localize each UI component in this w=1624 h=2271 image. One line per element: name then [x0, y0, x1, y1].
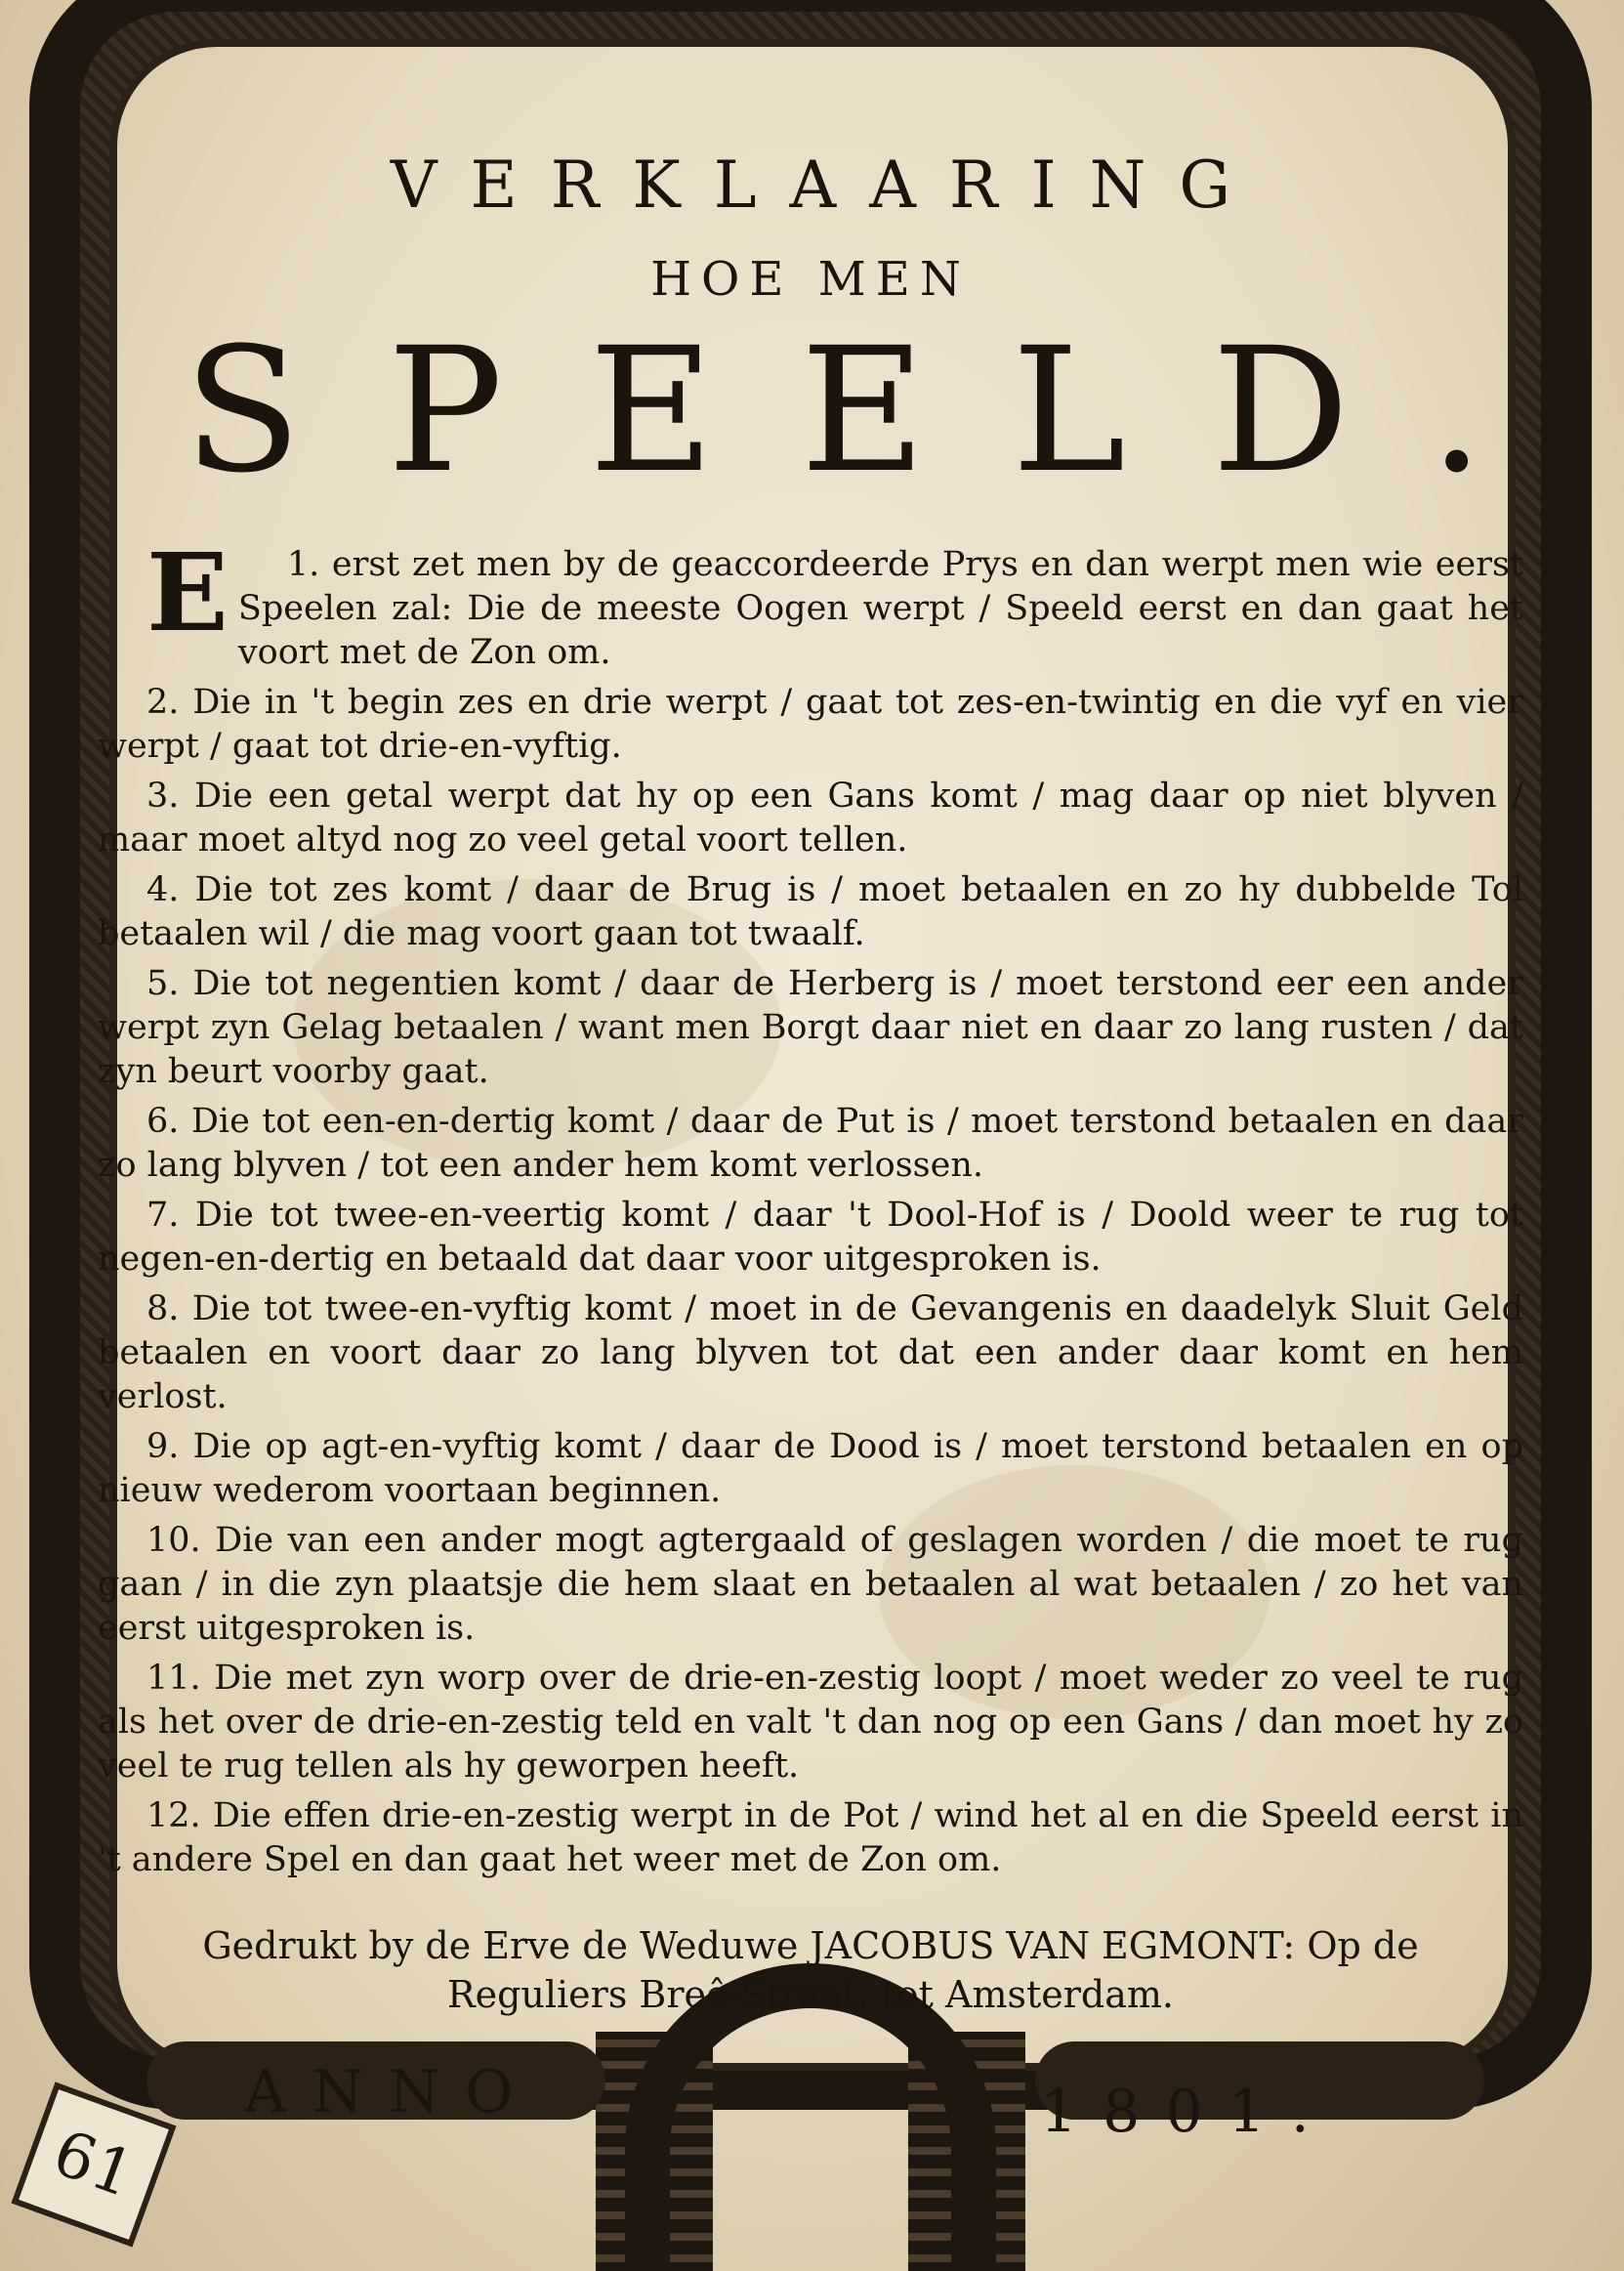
- rule-item: [98, 1287, 1523, 1419]
- rule-text: Die tot negentien komt / daar de Herberg is / moet terstond eer een ander werpt zyn Gelag betaalen / want men Borgt daar niet en daar zo lang rusten / dat zyn beurt voorby gaat.: [98, 964, 1523, 1091]
- rule-text: Die tot een-en-dertig komt / daar de Put is / moet terstond betaalen en daar zo lang blyven / tot een ander hem komt verlossen.: [98, 1102, 1523, 1185]
- rule-number: 5.: [146, 964, 180, 1003]
- document-content: [98, 147, 1570, 2146]
- rule-item: [98, 681, 1523, 769]
- rules-list: [98, 529, 1523, 1882]
- rule-text: Die een getal werpt dat hy op een Gans komt / mag daar op niet blyven / maar moet altyd nog zo veel getal voort tellen.: [98, 777, 1523, 860]
- rule-number: 2.: [146, 683, 180, 722]
- rule-item: [98, 1657, 1523, 1788]
- rule-number: 9.: [146, 1427, 180, 1466]
- rule-item: [98, 1425, 1523, 1513]
- title-verklaring: VERKLAARING: [390, 147, 1265, 223]
- anno-label: ANNO: [244, 2058, 539, 2126]
- rule-number: 10.: [146, 1521, 201, 1560]
- rule-text: Die tot twee-en-veertig komt / daar 't Dool-Hof is / Doold weer te rug tot negen-en-dertig en betaald dat daar voor uitgesproken is.: [98, 1196, 1523, 1279]
- title-hoe-men: HOE MEN: [650, 252, 971, 307]
- rule-item: [98, 1194, 1523, 1282]
- rule-item: [98, 1794, 1523, 1882]
- rule-text: Die van een ander mogt agtergaald of geslagen worden / die moet te rug gaan / in die zyn plaatsje die hem slaat en betaalen al wat betaalen / zo het van eerst uitgesproken is.: [98, 1521, 1523, 1648]
- rule-item: [98, 1519, 1523, 1651]
- rule-number: 3.: [146, 777, 180, 816]
- rule-item: [98, 1100, 1523, 1188]
- rule-text: Die effen drie-en-zestig werpt in de Pot / wind het al en die Speeld eerst in 't andere Spel en dan gaat het weer met de Zon om.: [98, 1796, 1523, 1879]
- rule-number: 8.: [146, 1289, 180, 1328]
- title-speeld: SPEELD.: [184, 311, 1570, 511]
- rule-text: Die tot zes komt / daar de Brug is / moet betaalen en zo hy dubbelde Tol betaalen wil / die mag voort gaan tot twaalf.: [98, 870, 1523, 953]
- rule-text: Die tot twee-en-vyftig komt / moet in de Gevangenis en daadelyk Sluit Geld betaalen en voort daar zo lang blyven tot dat een ander daar komt en hem verlost.: [98, 1289, 1523, 1416]
- rule-number: 7.: [146, 1196, 180, 1235]
- rule-number: 6.: [146, 1102, 180, 1141]
- rule-item: [98, 962, 1523, 1094]
- rule-text: erst zet men by de geaccordeerde Prys en dan werpt men wie eerst Speelen zal: Die de meeste Oogen werpt / Speeld eerst en dan gaat het voort met de Zon om.: [237, 545, 1523, 672]
- rule-item: [98, 868, 1523, 956]
- rule-number: 4.: [146, 870, 180, 909]
- rule-text: Die met zyn worp over de drie-en-zestig loopt / moet weder zo veel te rug als het over de drie-en-zestig teld en valt 't dan nog op een Gans / dan moet hy zo veel te rug tellen als hy geworpen heeft.: [98, 1659, 1523, 1786]
- board-square-number: 61: [11, 2082, 176, 2247]
- printer-imprint: Gedrukt by de Erve de Weduwe JACOBUS VAN EGMONT: Op de Reguliers Breê-Straat, tot Amsterdam.: [202, 1924, 1419, 2016]
- rule-item: [98, 529, 1523, 675]
- rule-item: [98, 775, 1523, 862]
- rule-text: Die in 't begin zes en drie werpt / gaat tot zes-en-twintig en die vyf en vier werpt / gaat tot drie-en-vyftig.: [98, 683, 1523, 766]
- year-label: 1801.: [1040, 2078, 1335, 2146]
- date-line: [98, 2058, 1523, 2146]
- rule-number: 1.: [286, 545, 320, 584]
- rule-text: Die op agt-en-vyftig komt / daar de Dood is / moet terstond betaalen en op nieuw wederom voortaan beginnen.: [98, 1427, 1523, 1510]
- drop-cap: E: [146, 529, 229, 655]
- rule-number: 11.: [146, 1659, 201, 1698]
- rule-number: 12.: [146, 1796, 201, 1835]
